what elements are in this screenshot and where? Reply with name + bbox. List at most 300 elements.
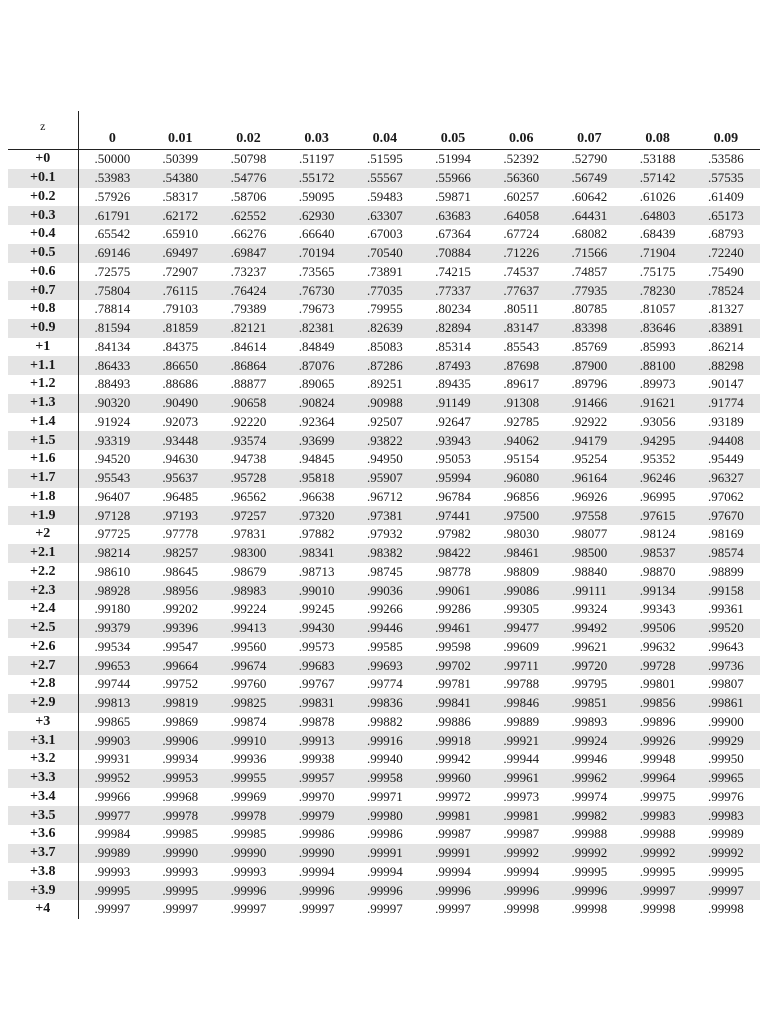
z-value-cell: +0.9	[8, 319, 78, 338]
probability-cell: .55966	[419, 169, 487, 188]
probability-cell: .98537	[624, 544, 692, 563]
probability-cell: .99981	[419, 806, 487, 825]
probability-cell: .98679	[230, 563, 267, 579]
z-value-cell: +2.8	[8, 675, 78, 694]
z-value-cell: +3.1	[8, 731, 78, 750]
probability-cell: .97128	[78, 506, 146, 525]
probability-cell: .99492	[555, 619, 623, 638]
probability-cell: .65173	[692, 206, 760, 225]
probability-cell: .91621	[624, 394, 692, 413]
probability-cell: .99534	[94, 638, 131, 654]
probability-cell: .99674	[214, 656, 282, 675]
table-row	[8, 581, 760, 600]
probability-cell: .74537	[503, 263, 540, 279]
table-row	[8, 150, 760, 169]
probability-cell: .99520	[692, 619, 760, 638]
probability-cell: .91924	[94, 413, 131, 429]
probability-cell: .74857	[571, 263, 608, 279]
probability-cell: .93943	[419, 431, 487, 450]
probability-cell: .97381	[351, 506, 419, 525]
probability-cell: .99982	[555, 806, 623, 825]
probability-cell: .79955	[366, 301, 403, 317]
probability-cell: .97670	[692, 506, 760, 525]
probability-cell: .99993	[162, 863, 199, 879]
probability-cell: .52392	[503, 151, 540, 167]
z-value-cell: +1.5	[8, 431, 78, 450]
probability-cell: .69497	[146, 244, 214, 263]
z-value-cell: +3.2	[8, 750, 78, 769]
table-row	[8, 769, 760, 788]
probability-cell: .99996	[351, 881, 419, 900]
probability-cell: .99997	[230, 901, 267, 917]
probability-cell: .79389	[230, 301, 267, 317]
probability-cell: .71566	[555, 244, 623, 263]
probability-cell: .99977	[78, 806, 146, 825]
probability-cell: .90988	[351, 394, 419, 413]
probability-cell: .76730	[283, 281, 351, 300]
probability-cell: .92364	[298, 413, 335, 429]
probability-cell: .98928	[78, 581, 146, 600]
probability-cell: .50399	[162, 151, 199, 167]
probability-cell: .99986	[298, 826, 335, 842]
probability-cell: .98778	[435, 563, 471, 579]
probability-cell: .99994	[503, 863, 540, 879]
probability-cell: .81057	[639, 301, 676, 317]
probability-cell: .53983	[78, 169, 146, 188]
probability-cell: .99916	[351, 731, 419, 750]
table-row	[8, 881, 760, 900]
probability-cell: .96926	[571, 488, 608, 504]
table-row	[8, 563, 760, 582]
probability-cell: .99979	[283, 806, 351, 825]
probability-cell: .98030	[503, 526, 540, 542]
probability-cell: .58706	[230, 188, 267, 204]
table-row	[8, 206, 760, 225]
z-value-cell: +2.9	[8, 694, 78, 713]
probability-cell: .99744	[94, 676, 131, 692]
probability-cell: .97441	[419, 506, 487, 525]
table-row	[8, 281, 760, 300]
probability-cell: .99983	[692, 806, 760, 825]
probability-cell: .96327	[692, 469, 760, 488]
probability-cell: .91149	[419, 394, 487, 413]
probability-cell: .99998	[639, 901, 676, 917]
probability-cell: .69146	[78, 244, 146, 263]
probability-cell: .99965	[692, 769, 760, 788]
z-table	[8, 111, 760, 919]
probability-cell: .85769	[571, 338, 608, 354]
z-value-cell: +2.5	[8, 619, 78, 638]
probability-cell: .82121	[214, 319, 282, 338]
probability-cell: .86864	[214, 356, 282, 375]
probability-cell: .99992	[624, 844, 692, 863]
table-row	[8, 244, 760, 263]
probability-cell: .51595	[366, 151, 403, 167]
probability-cell: .93699	[283, 431, 351, 450]
z-value-cell: +3.9	[8, 881, 78, 900]
probability-cell: .99946	[571, 751, 608, 767]
probability-cell: .79103	[162, 301, 199, 317]
z-value-cell: +0.4	[8, 225, 78, 244]
probability-cell: .98077	[571, 526, 608, 542]
probability-cell: .99997	[162, 901, 199, 917]
probability-cell: .96080	[487, 469, 555, 488]
z-value-cell: +3.6	[8, 825, 78, 844]
probability-cell: .99992	[692, 844, 760, 863]
z-value-cell: +1.3	[8, 394, 78, 413]
probability-cell: .99962	[555, 769, 623, 788]
probability-cell: .83646	[624, 319, 692, 338]
z-value-cell: +3.5	[8, 806, 78, 825]
probability-cell: .99997	[624, 881, 692, 900]
table-row	[8, 900, 760, 919]
z-value-cell: +3	[8, 713, 78, 732]
probability-cell: .95543	[78, 469, 146, 488]
probability-cell: .99981	[487, 806, 555, 825]
z-value-cell: +0.8	[8, 300, 78, 319]
probability-cell: .89251	[366, 376, 403, 392]
probability-cell: .97193	[146, 506, 214, 525]
table-row	[8, 788, 760, 807]
probability-cell: .99813	[78, 694, 146, 713]
probability-cell: .97062	[707, 488, 744, 504]
probability-cell: .94738	[230, 451, 267, 467]
probability-cell: .95352	[639, 451, 676, 467]
table-row	[8, 844, 760, 863]
probability-cell: .97558	[555, 506, 623, 525]
probability-cell: .65542	[94, 226, 131, 242]
probability-cell: .89435	[435, 376, 471, 392]
probability-cell: .99086	[487, 581, 555, 600]
probability-cell: .93056	[639, 413, 676, 429]
probability-cell: .99728	[624, 656, 692, 675]
z-value-cell: +0.7	[8, 281, 78, 300]
z-table-header	[8, 111, 760, 150]
probability-cell: .71226	[487, 244, 555, 263]
probability-cell: .93448	[146, 431, 214, 450]
probability-cell: .90490	[146, 394, 214, 413]
probability-cell: .94950	[366, 451, 403, 467]
probability-cell: .61791	[78, 206, 146, 225]
probability-cell: .99998	[503, 901, 540, 917]
probability-cell: .80511	[503, 301, 539, 317]
probability-cell: .99896	[639, 713, 676, 729]
probability-cell: .67364	[435, 226, 471, 242]
probability-cell: .98461	[487, 544, 555, 563]
probability-cell: .62172	[146, 206, 214, 225]
probability-cell: .97725	[94, 526, 131, 542]
probability-cell: .59871	[435, 188, 471, 204]
probability-cell: .99978	[146, 806, 214, 825]
probability-cell: .98870	[639, 563, 676, 579]
probability-cell: .58317	[162, 188, 199, 204]
probability-cell: .99990	[214, 844, 282, 863]
probability-cell: .99980	[351, 806, 419, 825]
probability-cell: .77035	[351, 281, 419, 300]
probability-cell: .99970	[298, 788, 335, 804]
probability-cell: .88298	[692, 356, 760, 375]
probability-cell: .99767	[298, 676, 335, 692]
table-row	[8, 338, 760, 357]
probability-cell: .99957	[283, 769, 351, 788]
probability-cell: .82381	[283, 319, 351, 338]
probability-cell: .99924	[555, 731, 623, 750]
probability-cell: .74215	[435, 263, 471, 279]
probability-cell: .99379	[78, 619, 146, 638]
table-row	[8, 300, 760, 319]
probability-cell: .91774	[692, 394, 760, 413]
z-value-cell: +1.4	[8, 413, 78, 432]
probability-cell: .88877	[230, 376, 267, 392]
probability-cell: .97615	[624, 506, 692, 525]
probability-cell: .99036	[351, 581, 419, 600]
table-row	[8, 600, 760, 619]
probability-cell: .64803	[624, 206, 692, 225]
probability-cell: .99942	[435, 751, 471, 767]
probability-cell: .99632	[639, 638, 676, 654]
table-row	[8, 413, 760, 432]
probability-cell: .83398	[555, 319, 623, 338]
z-value-cell: +2	[8, 525, 78, 544]
table-row	[8, 638, 760, 657]
probability-cell: .70540	[351, 244, 419, 263]
probability-cell: .50798	[230, 151, 267, 167]
probability-cell: .99983	[624, 806, 692, 825]
probability-cell: .55172	[283, 169, 351, 188]
probability-cell: .68082	[571, 226, 608, 242]
table-row	[8, 863, 760, 882]
probability-cell: .75490	[707, 263, 744, 279]
probability-cell: .99413	[214, 619, 282, 638]
probability-cell: .99831	[283, 694, 351, 713]
probability-cell: .99893	[571, 713, 608, 729]
probability-cell: .99971	[366, 788, 403, 804]
probability-cell: .57142	[624, 169, 692, 188]
probability-cell: .70884	[419, 244, 487, 263]
probability-cell: .63307	[351, 206, 419, 225]
probability-cell: .99286	[435, 601, 471, 617]
table-row	[8, 825, 760, 844]
probability-cell: .56360	[487, 169, 555, 188]
probability-cell: .73891	[366, 263, 403, 279]
probability-cell: .86214	[707, 338, 744, 354]
table-row	[8, 188, 760, 207]
probability-cell: .97500	[487, 506, 555, 525]
probability-cell: .95254	[571, 451, 608, 467]
probability-cell: .88100	[624, 356, 692, 375]
table-row	[8, 619, 760, 638]
probability-cell: .99874	[230, 713, 267, 729]
probability-cell: .51197	[299, 151, 335, 167]
probability-cell: .67003	[366, 226, 403, 242]
probability-cell: .99836	[351, 694, 419, 713]
probability-cell: .99995	[78, 881, 146, 900]
probability-cell: .99720	[555, 656, 623, 675]
table-row	[8, 469, 760, 488]
probability-cell: .99926	[624, 731, 692, 750]
probability-cell: .56749	[555, 169, 623, 188]
column-header: 0.01	[146, 111, 214, 150]
probability-cell: .99010	[283, 581, 351, 600]
probability-cell: .85543	[503, 338, 540, 354]
column-header: 0.02	[214, 111, 282, 150]
probability-cell: .88493	[94, 376, 131, 392]
probability-cell: .60257	[503, 188, 540, 204]
probability-cell: .84849	[298, 338, 335, 354]
column-header: 0.06	[487, 111, 555, 150]
probability-cell: .99953	[146, 769, 214, 788]
probability-cell: .92785	[503, 413, 540, 429]
probability-cell: .64431	[555, 206, 623, 225]
probability-cell: .99693	[351, 656, 419, 675]
probability-cell: .98610	[94, 563, 131, 579]
probability-cell: .99991	[351, 844, 419, 863]
probability-cell: .94295	[624, 431, 692, 450]
table-row	[8, 713, 760, 732]
probability-cell: .99931	[94, 751, 131, 767]
probability-cell: .92507	[366, 413, 403, 429]
probability-cell: .98300	[214, 544, 282, 563]
probability-cell: .99245	[298, 601, 335, 617]
probability-cell: .97982	[435, 526, 471, 542]
probability-cell: .99202	[162, 601, 199, 617]
probability-cell: .99547	[162, 638, 199, 654]
probability-cell: .50000	[94, 151, 131, 167]
probability-cell: .99585	[366, 638, 403, 654]
probability-cell: .85993	[639, 338, 676, 354]
probability-cell: .98956	[146, 581, 214, 600]
column-header: 0	[78, 111, 146, 150]
probability-cell: .99997	[366, 901, 403, 917]
probability-cell: .95818	[283, 469, 351, 488]
probability-cell: .99997	[94, 901, 131, 917]
z-value-cell: +1.7	[8, 469, 78, 488]
probability-cell: .99760	[230, 676, 267, 692]
probability-cell: .99938	[298, 751, 335, 767]
probability-cell: .99266	[366, 601, 403, 617]
probability-cell: .65910	[162, 226, 199, 242]
z-value-cell: +1.1	[8, 356, 78, 375]
probability-cell: .99988	[639, 826, 676, 842]
probability-cell: .96164	[555, 469, 623, 488]
probability-cell: .99111	[555, 581, 623, 600]
probability-cell: .59483	[366, 188, 403, 204]
table-row	[8, 356, 760, 375]
probability-cell: .78230	[624, 281, 692, 300]
probability-cell: .99061	[419, 581, 487, 600]
probability-cell: .99180	[94, 601, 131, 617]
probability-cell: .99986	[366, 826, 403, 842]
probability-cell: .98574	[692, 544, 760, 563]
probability-cell: .99984	[94, 826, 131, 842]
probability-cell: .96712	[366, 488, 403, 504]
probability-cell: .99560	[230, 638, 267, 654]
probability-cell: .83891	[692, 319, 760, 338]
probability-cell: .62552	[214, 206, 282, 225]
z-value-cell: +4	[8, 900, 78, 919]
table-row	[8, 544, 760, 563]
probability-cell: .93574	[214, 431, 282, 450]
probability-cell: .99993	[94, 863, 131, 879]
probability-cell: .96562	[230, 488, 267, 504]
probability-cell: .80234	[435, 301, 471, 317]
z-value-cell: +3.4	[8, 788, 78, 807]
z-value-cell: +0.6	[8, 263, 78, 282]
probability-cell: .94179	[555, 431, 623, 450]
probability-cell: .98983	[214, 581, 282, 600]
probability-cell: .84134	[94, 338, 131, 354]
probability-cell: .99991	[419, 844, 487, 863]
probability-cell: .99846	[487, 694, 555, 713]
z-value-cell: +2.7	[8, 656, 78, 675]
probability-cell: .99993	[230, 863, 267, 879]
z-value-cell: +0.1	[8, 169, 78, 188]
probability-cell: .99966	[94, 788, 131, 804]
probability-cell: .99807	[707, 676, 744, 692]
table-row	[8, 450, 760, 469]
probability-cell: .68793	[707, 226, 744, 242]
probability-cell: .99973	[503, 788, 540, 804]
probability-cell: .83147	[487, 319, 555, 338]
probability-cell: .99969	[230, 788, 267, 804]
probability-cell: .98745	[366, 563, 403, 579]
table-row	[8, 750, 760, 769]
probability-cell: .57926	[94, 188, 131, 204]
probability-cell: .77935	[555, 281, 623, 300]
probability-cell: .75175	[639, 263, 676, 279]
probability-cell: .99968	[162, 788, 199, 804]
probability-cell: .96246	[624, 469, 692, 488]
probability-cell: .85314	[435, 338, 471, 354]
probability-cell: .87698	[487, 356, 555, 375]
probability-cell: .99990	[283, 844, 351, 863]
z-value-cell: +2.3	[8, 581, 78, 600]
probability-cell: .71904	[624, 244, 692, 263]
probability-cell: .99134	[624, 581, 692, 600]
probability-cell: .99795	[571, 676, 608, 692]
probability-cell: .98124	[639, 526, 676, 542]
table-row	[8, 656, 760, 675]
probability-cell: .99621	[571, 638, 608, 654]
probability-cell: .99158	[692, 581, 760, 600]
probability-cell: .82894	[419, 319, 487, 338]
table-row	[8, 375, 760, 394]
probability-cell: .97882	[298, 526, 335, 542]
probability-cell: .99886	[435, 713, 471, 729]
probability-cell: .93822	[351, 431, 419, 450]
z-value-cell: +2.2	[8, 563, 78, 582]
probability-cell: .99506	[624, 619, 692, 638]
probability-cell: .99882	[366, 713, 403, 729]
probability-cell: .52790	[571, 151, 608, 167]
probability-cell: .72575	[94, 263, 131, 279]
probability-cell: .99955	[214, 769, 282, 788]
probability-cell: .87493	[419, 356, 487, 375]
probability-cell: .99788	[503, 676, 540, 692]
probability-cell: .95053	[435, 451, 471, 467]
probability-cell: .95907	[351, 469, 419, 488]
probability-cell: .99752	[162, 676, 199, 692]
probability-cell: .99903	[78, 731, 146, 750]
probability-cell: .86433	[78, 356, 146, 375]
probability-cell: .98899	[707, 563, 744, 579]
probability-cell: .99865	[94, 713, 131, 729]
probability-cell: .99683	[283, 656, 351, 675]
probability-cell: .53586	[707, 151, 744, 167]
probability-cell: .99918	[419, 731, 487, 750]
probability-cell: .99861	[692, 694, 760, 713]
probability-cell: .98169	[707, 526, 744, 542]
